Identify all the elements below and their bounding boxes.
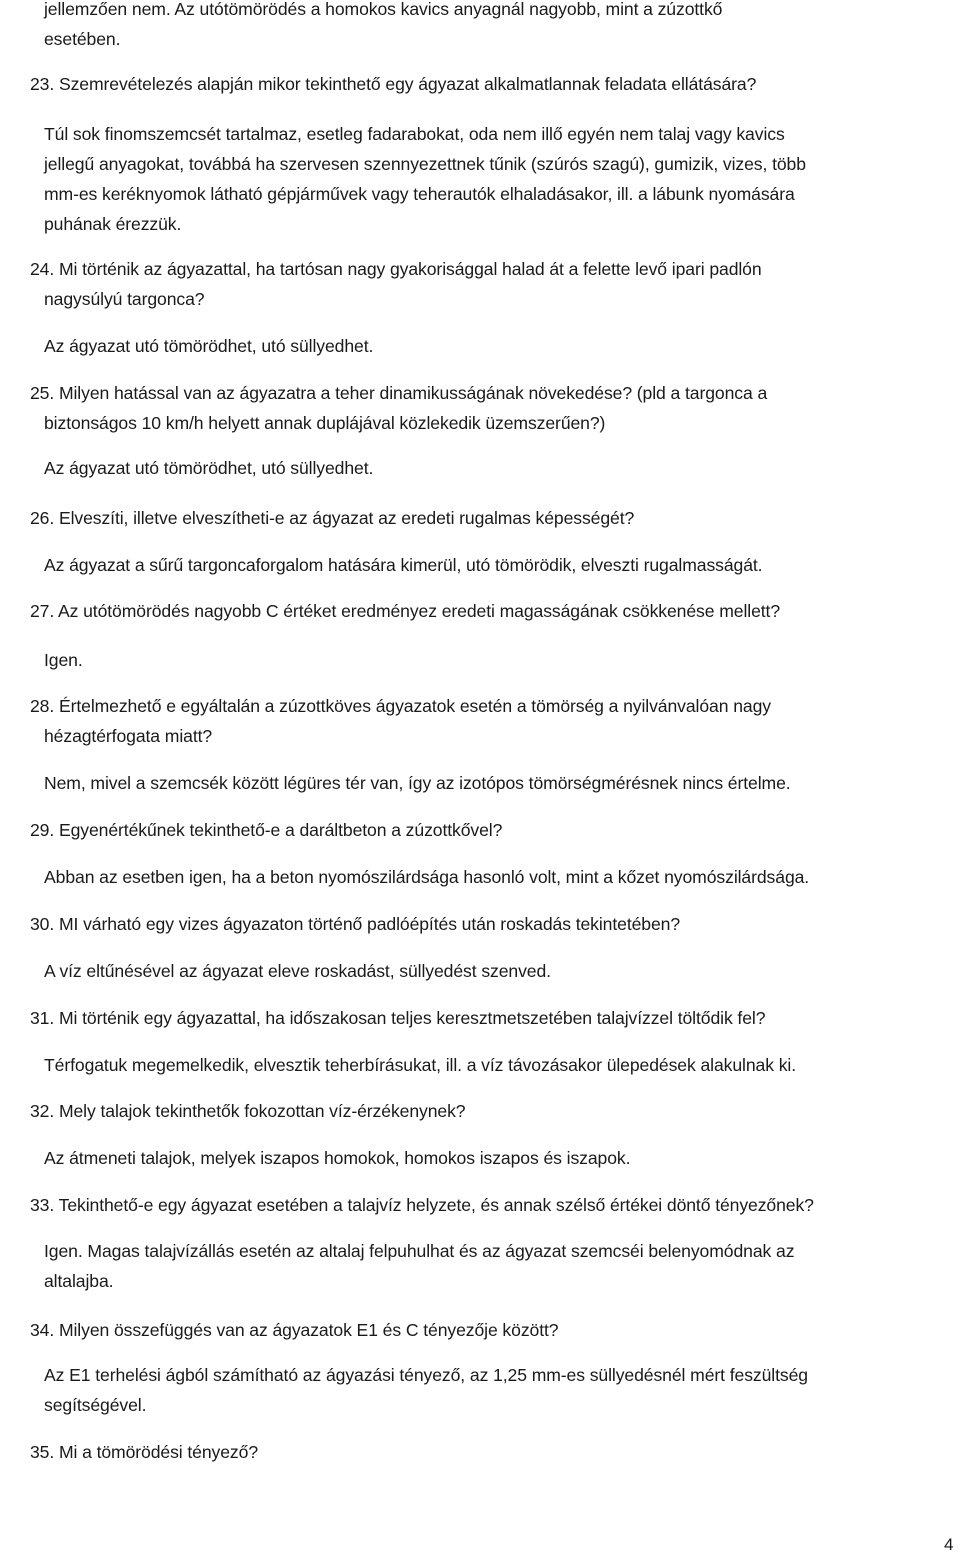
answer-line: puhának érezzük. [44, 214, 182, 234]
question-24-cont: nagysúlyú targonca? [44, 289, 205, 309]
answer-26: Az ágyazat a sűrű targoncaforgalom hatására kimerül, utó tömörödik, elveszti rugalmasságát. [44, 555, 763, 575]
question-32: 32. Mely talajok tekinthetők fokozottan víz-érzékenynek? [30, 1101, 466, 1121]
question-28: 28. Értelmezhető e egyáltalán a zúzottköves ágyazatok esetén a tömörség a nyilvánvalóan nagy [30, 696, 771, 716]
answer-34-cont: segítségével. [44, 1395, 147, 1415]
answer-line: jellegű anyagokat, továbbá ha szervesen szennyezettnek tűnik (szúrós szagú), gumizik, vizes, több [44, 154, 806, 174]
question-34: 34. Milyen összefüggés van az ágyazatok E1 és C tényezője között? [30, 1320, 559, 1340]
answer-32: Az átmeneti talajok, melyek iszapos homokok, homokos iszapos és iszapok. [44, 1148, 631, 1168]
answer-27: Igen. [44, 650, 83, 670]
text-line: jellemzően nem. Az utótömörödés a homokos kavics anyagnál nagyobb, mint a zúzottkő [44, 0, 723, 19]
question-28-cont: hézagtérfogata miatt? [44, 726, 213, 746]
answer-33: Igen. Magas talajvízállás esetén az altalaj felpuhulhat és az ágyazat szemcséi belenyomódnak az [44, 1241, 795, 1261]
question-23: 23. Szemrevételezés alapján mikor tekinthető egy ágyazat alkalmatlannak feladata ellátására? [30, 74, 757, 94]
answer-line: Túl sok finomszemcsét tartalmaz, esetleg fadarabokat, oda nem illő egyén nem talaj vagy kavics [44, 124, 785, 144]
question-26: 26. Elveszíti, illetve elveszítheti-e az ágyazat az eredeti rugalmas képességét? [30, 508, 635, 528]
question-27: 27. Az utótömörödés nagyobb C értéket eredményez eredeti magasságának csökkenése mellett? [30, 601, 781, 621]
answer-24: Az ágyazat utó tömörödhet, utó süllyedhet. [44, 336, 374, 356]
answer-30: A víz eltűnésével az ágyazat eleve roskadást, süllyedést szenved. [44, 961, 551, 981]
answer-25: Az ágyazat utó tömörödhet, utó süllyedhet. [44, 458, 374, 478]
question-30: 30. MI várható egy vizes ágyazaton történő padlóépítés után roskadás tekintetében? [30, 914, 681, 934]
question-25-cont: biztonságos 10 km/h helyett annak duplájával közlekedik üzemszerűen?) [44, 413, 606, 433]
page-number: 4 [944, 1535, 954, 1554]
answer-33-cont: altalajba. [44, 1271, 114, 1291]
text-line: esetében. [44, 29, 121, 49]
question-31: 31. Mi történik egy ágyazattal, ha időszakosan teljes keresztmetszetében talajvízzel töltődik fel? [30, 1008, 766, 1028]
answer-31: Térfogatuk megemelkedik, elvesztik teherbírásukat, ill. a víz távozásakor ülepedések alakulnak ki. [44, 1055, 796, 1075]
question-29: 29. Egyenértékűnek tekinthető-e a daráltbeton a zúzottkővel? [30, 820, 503, 840]
question-24: 24. Mi történik az ágyazattal, ha tartósan nagy gyakorisággal halad át a felette levő ipari padlón [30, 259, 762, 279]
answer-line: mm-es keréknyomok látható gépjárművek vagy teherautók elhaladásakor, ill. a lábunk nyomására [44, 184, 795, 204]
answer-29: Abban az esetben igen, ha a beton nyomószilárdsága hasonló volt, mint a kőzet nyomószilárdsága. [44, 867, 810, 887]
answer-34: Az E1 terhelési ágból számítható az ágyazási tényező, az 1,25 mm-es süllyedésnél mért feszültség [44, 1365, 808, 1385]
question-35: 35. Mi a tömörödési tényező? [30, 1442, 258, 1462]
answer-28: Nem, mivel a szemcsék között légüres tér van, így az izotópos tömörségmérésnek nincs értelme. [44, 773, 791, 793]
question-25: 25. Milyen hatással van az ágyazatra a teher dinamikusságának növekedése? (pld a targonca a [30, 383, 768, 403]
question-33: 33. Tekinthető-e egy ágyazat esetében a talajvíz helyzete, és annak szélső értékei döntő tényezőnek? [30, 1195, 814, 1215]
